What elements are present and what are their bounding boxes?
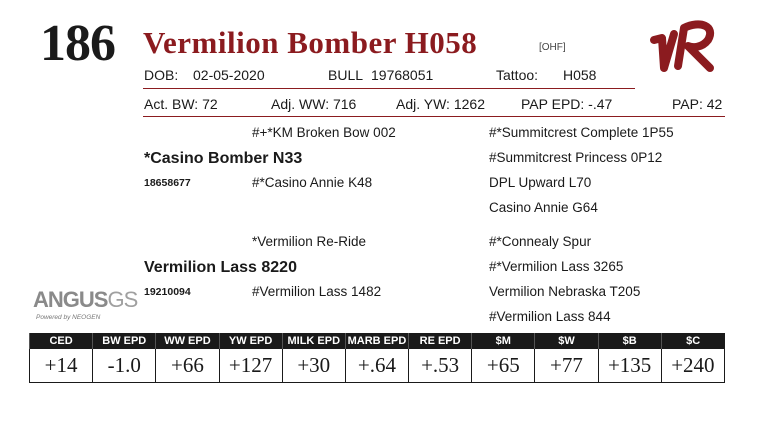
pedigree-dd-sire: Vermilion Nebraska T205 — [489, 284, 641, 299]
epd-value-ww: +66 — [156, 349, 219, 383]
pedigree-ss-sire: #*Summitcrest Complete 1P55 — [489, 125, 674, 140]
tattoo-value: H058 — [563, 67, 597, 83]
dob-value: 02-05-2020 — [193, 67, 265, 83]
pedigree-sire-sire: #+*KM Broken Bow 002 — [252, 125, 396, 140]
registration-number: 19768051 — [371, 67, 434, 83]
pedigree-dam-dam: #Vermilion Lass 1482 — [252, 284, 382, 299]
epd-value-w: +77 — [535, 349, 598, 383]
tattoo-label: Tattoo: — [496, 67, 539, 83]
pedigree-dam: Vermilion Lass 8220 — [144, 259, 297, 276]
epd-header-bw: BW EPD — [93, 333, 156, 349]
epd-value-re: +.53 — [409, 349, 472, 383]
dob-label: DOB: — [144, 67, 179, 83]
epd-header-w: $W — [535, 333, 598, 349]
pedigree-ds-sire: #*Connealy Spur — [489, 234, 592, 249]
epd-header-row — [30, 333, 725, 349]
epd-header-re: RE EPD — [409, 333, 472, 349]
epd-value-milk: +30 — [282, 349, 345, 383]
pap-epd: PAP EPD: -.47 — [521, 96, 613, 112]
epd-value-ced: +14 — [30, 349, 93, 383]
angus-gs-logo — [33, 288, 137, 312]
epd-table — [29, 333, 725, 383]
angus-word: ANGUS — [33, 287, 108, 312]
pedigree-sire: *Casino Bomber N33 — [144, 150, 303, 167]
pap-value: PAP: 42 — [672, 96, 723, 112]
powered-by-text: Powered by NEOGEN — [36, 314, 101, 321]
pedigree-dd-dam: #Vermilion Lass 844 — [489, 309, 611, 324]
epd-value-m: +65 — [472, 349, 535, 383]
epd-value-c: +240 — [661, 349, 724, 383]
gs-word: GS — [107, 287, 138, 312]
epd-header-ced: CED — [30, 333, 93, 349]
divider-line — [143, 116, 725, 117]
actual-bw: Act. BW: 72 — [144, 96, 218, 112]
epd-header-m: $M — [472, 333, 535, 349]
divider-line — [143, 88, 635, 89]
epd-value-yw: +127 — [219, 349, 282, 383]
pedigree-sd-sire: DPL Upward L70 — [489, 175, 592, 190]
epd-header-ww: WW EPD — [156, 333, 219, 349]
epd-header-c: $C — [661, 333, 724, 349]
sex-label: BULL — [328, 67, 364, 83]
adjusted-yw: Adj. YW: 1262 — [396, 96, 485, 112]
pedigree-ss-dam: #Summitcrest Princess 0P12 — [489, 150, 663, 165]
epd-header-yw: YW EPD — [219, 333, 282, 349]
epd-header-milk: MILK EPD — [282, 333, 345, 349]
epd-value-bw: -1.0 — [93, 349, 156, 383]
epd-value-marb: +.64 — [345, 349, 408, 383]
pedigree-sire-dam: #*Casino Annie K48 — [252, 175, 373, 190]
epd-header-b: $B — [598, 333, 661, 349]
lot-number: 186 — [40, 15, 115, 72]
epd-value-b: +135 — [598, 349, 661, 383]
pedigree-sd-dam: Casino Annie G64 — [489, 200, 598, 215]
adjusted-ww: Adj. WW: 716 — [271, 96, 357, 112]
pedigree-ds-dam: #*Vermilion Lass 3265 — [489, 259, 624, 274]
vr-brand-logo — [648, 16, 722, 78]
dam-registration: 19210094 — [144, 286, 191, 298]
sire-registration: 18658677 — [144, 177, 191, 189]
pedigree-dam-sire: *Vermilion Re-Ride — [252, 234, 367, 249]
epd-header-marb: MARB EPD — [345, 333, 408, 349]
ohf-tag: [OHF] — [539, 42, 566, 53]
animal-name: Vermilion Bomber H058 — [143, 25, 478, 60]
epd-value-row — [30, 349, 725, 383]
